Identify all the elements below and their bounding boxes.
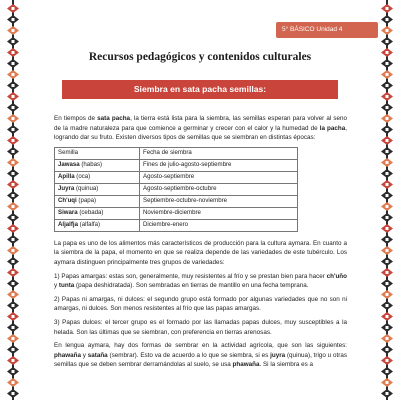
sowing-date-cell: Septiembre-octubre-noviembre <box>140 195 298 207</box>
border-motif-center <box>12 337 15 340</box>
border-motif-center <box>12 304 15 307</box>
paragraph-text: 1) Papas amargas: estas son, generalmente, muy resistentes al frío y se prestan bien para hacer <box>54 272 327 280</box>
bold-term: ch'uño <box>326 272 347 280</box>
seed-translation: (cebada) <box>77 209 104 217</box>
border-motif-center <box>12 348 15 351</box>
border-motif-center <box>386 260 389 263</box>
paragraph-text: (papa deshidratada). Son sembradas en tierras de mantillo en una fecha temprana. <box>74 282 309 290</box>
grade-unit-badge: 5° BÁSICO Unidad 4 <box>276 22 378 38</box>
border-motif-center <box>386 293 389 296</box>
seed-translation: (quinua) <box>74 185 99 193</box>
table-header-row <box>55 147 298 159</box>
paragraph-text: En lengua aymara, hay dos formas de sembrar en la actividad agrícola, que son las siguientes: <box>54 342 347 350</box>
border-motif-center <box>386 128 389 131</box>
border-motif-center <box>386 315 389 318</box>
border-motif-center <box>12 282 15 285</box>
paragraph-text: y <box>54 282 59 290</box>
border-motif-center <box>386 161 389 164</box>
border-motif-center <box>12 128 15 131</box>
border-motif-center <box>12 40 15 43</box>
section-banner: Siembra en sata pacha semillas: <box>62 80 338 99</box>
border-motif-center <box>386 95 389 98</box>
seed-translation: (habas) <box>79 161 103 169</box>
bold-term: phawaña <box>232 361 260 369</box>
border-motif-center <box>12 381 15 384</box>
intro-text: , la tierra está lista para la siembra, las semillas esperan para volver al seno de la madre naturaleza para que comience a germinar y crecer con el calor y la humedad de <box>54 115 347 132</box>
seed-name-cell <box>55 219 140 231</box>
border-motif-center <box>386 216 389 219</box>
seed-translation: (alfalfa) <box>77 221 100 229</box>
border-motif-center <box>386 381 389 384</box>
sowing-date-cell: Agosto-septiembre-octubre <box>140 183 298 195</box>
border-motif-center <box>12 161 15 164</box>
sowing-date-cell: Fines de julio-agosto-septiembre <box>140 159 298 171</box>
bold-term: juyra <box>270 351 286 359</box>
border-motif-center <box>386 238 389 241</box>
border-motif-center <box>12 106 15 109</box>
seed-translation: (papa) <box>76 197 97 205</box>
border-motif-center <box>386 18 389 21</box>
page-title: Recursos pedagógicos y contenidos culturales <box>88 51 312 63</box>
paragraph-text: (quinua), trigo u otras semillas que se deben sembrar derramándolas al suelo, se usa <box>54 351 347 369</box>
seed-name: Apilla <box>58 173 75 181</box>
seed-name-cell <box>55 171 140 183</box>
border-motif-center <box>12 150 15 153</box>
border-motif-center <box>12 194 15 197</box>
seed-name-cell <box>55 207 140 219</box>
intro-text: , logrando dar su fruto. Existen diversos tipos de semillas que se siembran en distintas épocas: <box>54 124 348 142</box>
table-row <box>55 219 298 231</box>
border-motif-center <box>12 293 15 296</box>
neutral-potatoes-paragraph: 2) Papas ni amargas, ni dulces: el segundo grupo está formado por algunas variedades que no son ni amargas, ni dulces. Son menos resistentes al frío que las papas amargas. <box>54 295 347 313</box>
border-motif-center <box>386 84 389 87</box>
document-body <box>54 114 347 374</box>
border-motif-center <box>12 73 15 76</box>
border-motif-center <box>12 315 15 318</box>
table-row <box>55 171 298 183</box>
intro-text: En tiempos de <box>54 115 98 122</box>
border-motif-center <box>386 249 389 252</box>
border-motif-center <box>12 326 15 329</box>
intro-bold-term: la pacha <box>319 124 346 132</box>
sweet-potatoes-paragraph: 3) Papas dulces: el tercer grupo es el formado por las llamadas papas dulces, muy susceptibles a la helada. Son las últimas que se siembran, con preferencia en tierras arenosas. <box>54 318 347 336</box>
border-motif-center <box>12 172 15 175</box>
bitter-potatoes-paragraph <box>54 272 347 291</box>
border-motif-center <box>386 172 389 175</box>
seed-translation: (oca) <box>74 173 91 181</box>
seed-name-cell <box>55 183 140 195</box>
potato-paragraph: La papa es uno de los alimentos más característicos de producción para la cultura aymara. En cuanto a la siembra de la papa, el momento en que se realiza depende de las variedades de este tubérculo. Los aymara distinguen principalmente tres grupos de variedades: <box>54 239 347 266</box>
border-motif-center <box>386 106 389 109</box>
seed-name: Aljalfja <box>58 221 78 229</box>
paragraph-text: (sembrar). Esto va de acuerdo a lo que se siembra, si es <box>107 351 271 359</box>
border-motif-center <box>12 238 15 241</box>
border-motif-center <box>386 227 389 230</box>
border-motif-center <box>12 18 15 21</box>
border-motif-center <box>386 359 389 362</box>
border-motif-center <box>12 7 15 10</box>
border-motif-center <box>12 84 15 87</box>
border-motif-center <box>12 271 15 274</box>
border-motif-center <box>386 271 389 274</box>
border-motif-center <box>12 392 15 395</box>
border-motif-center <box>386 183 389 186</box>
paragraph-text: y <box>80 351 88 359</box>
bold-term: phawaña <box>54 351 81 359</box>
sowing-date-cell: Agosto-septiembre <box>140 171 298 183</box>
border-motif-center <box>12 95 15 98</box>
border-motif-center <box>386 392 389 395</box>
table-row <box>55 195 298 207</box>
table-row <box>55 207 298 219</box>
border-motif-center <box>12 249 15 252</box>
border-motif-center <box>386 337 389 340</box>
border-motif-center <box>386 326 389 329</box>
table-row <box>55 183 298 195</box>
border-motif-center <box>386 117 389 120</box>
border-motif-center <box>12 139 15 142</box>
border-motif-center <box>12 260 15 263</box>
border-motif-center <box>386 194 389 197</box>
sowing-date-cell: Noviembre-diciembre <box>140 207 298 219</box>
border-motif-center <box>12 227 15 230</box>
border-motif-center <box>12 183 15 186</box>
border-motif-center <box>12 216 15 219</box>
border-motif-center <box>386 73 389 76</box>
border-motif-center <box>386 139 389 142</box>
sowing-forms-paragraph <box>54 341 347 370</box>
border-motif-center <box>386 304 389 307</box>
border-motif-center <box>386 205 389 208</box>
border-motif-center <box>386 348 389 351</box>
border-motif-center <box>386 7 389 10</box>
seed-name-cell <box>55 195 140 207</box>
table-row <box>55 159 298 171</box>
border-motif-center <box>12 359 15 362</box>
intro-paragraph <box>54 114 347 143</box>
seed-name-cell <box>55 159 140 171</box>
border-motif-center <box>386 40 389 43</box>
bold-term: tunta <box>58 282 75 290</box>
border-motif-center <box>12 29 15 32</box>
seed-name: Jawasa <box>58 161 80 169</box>
seed-name: Juyra <box>58 185 75 193</box>
border-motif-center <box>12 370 15 373</box>
border-motif-center <box>386 150 389 153</box>
seed-name: Ch'uqi <box>58 197 77 205</box>
border-motif-center <box>386 282 389 285</box>
border-motif-center <box>386 370 389 373</box>
paragraph-text: . Si la siembra es a <box>259 361 314 369</box>
table-header-cell: Fecha de siembra <box>140 147 298 159</box>
intro-bold-term: sata pacha <box>97 115 131 122</box>
border-motif-center <box>12 117 15 120</box>
table-header-cell: Semilla <box>55 147 140 159</box>
border-motif-center <box>12 205 15 208</box>
seed-name: Siwara <box>58 209 78 217</box>
sowing-date-cell: Diciembre-enero <box>140 219 298 231</box>
seed-table <box>54 147 298 232</box>
bold-term: sataña <box>87 351 108 359</box>
border-motif-center <box>386 29 389 32</box>
